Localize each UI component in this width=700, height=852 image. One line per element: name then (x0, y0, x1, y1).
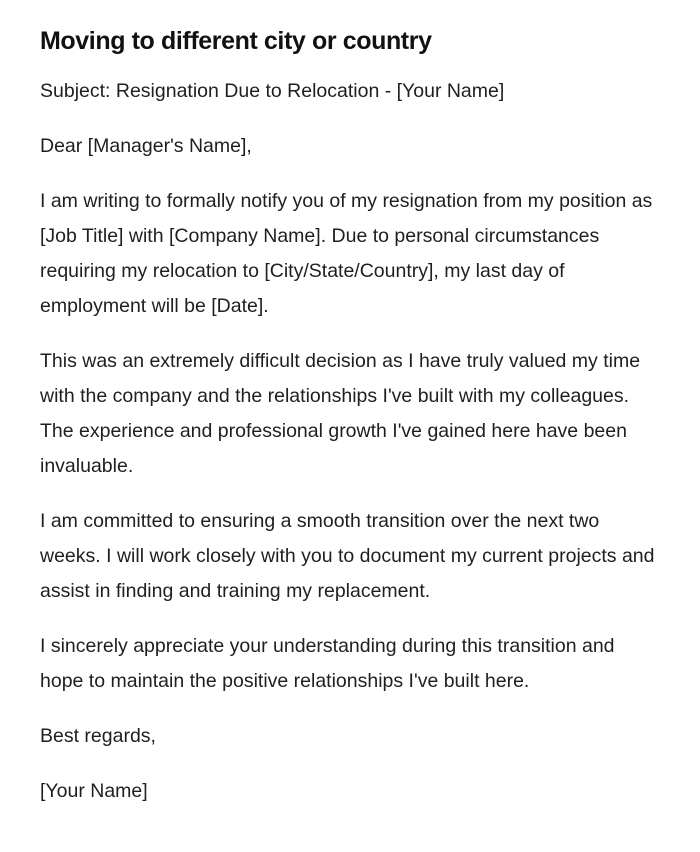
letter-paragraph-3: I am committed to ensuring a smooth transition over the next two weeks. I will work closely with you to document my current projects and assist in finding and training my replacement. (40, 510, 655, 602)
letter-paragraph-4: I sincerely appreciate your understanding during this transition and hope to maintain the positive relationships I've built here. (40, 635, 615, 692)
letter-paragraph-2: This was an extremely difficult decision as I have truly valued my time with the company and the relationships I've built with my colleagues. The experience and professional growth I've gained here have been invaluable. (40, 350, 641, 477)
letter-closing: Best regards, (40, 725, 156, 747)
letter-paragraph-1: I am writing to formally notify you of my resignation from my position as [Job Title] with [Company Name]. Due to personal circumstances requiring my relocation to [City/State/Country], my last day of employment will be [Date]. (40, 190, 653, 317)
letter-subject: Subject: Resignation Due to Relocation - [Your Name] (40, 80, 505, 102)
page-title: Moving to different city or country (40, 27, 432, 55)
letter-salutation: Dear [Manager's Name], (40, 135, 252, 157)
letter-signature: [Your Name] (40, 780, 148, 802)
